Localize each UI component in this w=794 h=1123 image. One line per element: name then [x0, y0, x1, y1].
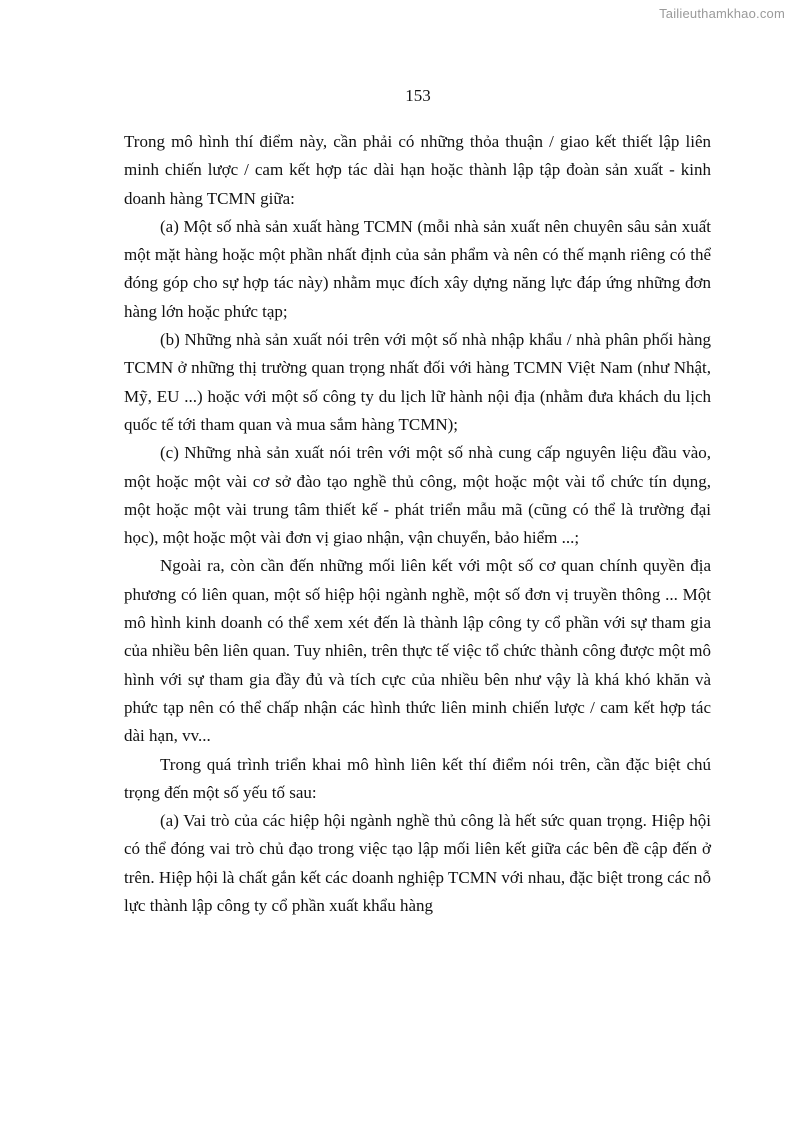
paragraph-association-role: (a) Vai trò của các hiệp hội ngành nghề thủ công là hết sức quan trọng. Hiệp hội có thể đóng vai trò chủ đạo trong việc tạo lập mối liên kết giữa các bên đề cập đến ở trên. Hiệp hội là chất gắn kết các doanh nghiệp TCMN với nhau, đặc biệt trong các nỗ lực thành lập công ty cổ phần xuất khẩu hàng [124, 811, 711, 916]
watermark-text: Tailieuthamkhao.com [659, 6, 785, 21]
document-body [124, 128, 711, 920]
page-number: 153 [405, 86, 431, 105]
paragraph-item-c: (c) Những nhà sản xuất nói trên với một số nhà cung cấp nguyên liệu đầu vào, một hoặc một vài cơ sở đào tạo nghề thủ công, một hoặc một vài tổ chức tín dụng, một hoặc một vài trung tâm thiết kế - phát triển mẫu mã (cũng có thể là trường đại học), một hoặc một vài đơn vị giao nhận, vận chuyển, bảo hiểm ...; [124, 443, 711, 548]
paragraph-item-b: (b) Những nhà sản xuất nói trên với một số nhà nhập khẩu / nhà phân phối hàng TCMN ở những thị trường quan trọng nhất đối với hàng TCMN Việt Nam (như Nhật, Mỹ, EU ...) hoặc với một số công ty du lịch lữ hành nội địa (nhằm đưa khách du lịch quốc tế tới tham quan và mua sắm hàng TCMN); [124, 330, 711, 434]
paragraph-intro: Trong mô hình thí điểm này, cần phải có những thỏa thuận / giao kết thiết lập liên minh chiến lược / cam kết hợp tác dài hạn hoặc thành lập tập đoàn sản xuất - kinh doanh hàng TCMN giữa: [124, 132, 711, 208]
paragraph-implementation: Trong quá trình triển khai mô hình liên kết thí điểm nói trên, cần đặc biệt chú trọng đến một số yếu tố sau: [124, 754, 711, 802]
paragraph-item-a: (a) Một số nhà sản xuất hàng TCMN (mỗi nhà sản xuất nên chuyên sâu sản xuất một mặt hàng hoặc một phần nhất định của sản phẩm và nên có thế mạnh riêng có thể đóng góp cho sự hợp tác này) nhằm mục đích xây dựng năng lực đáp ứng những đơn hàng lớn hoặc phức tạp; [124, 216, 711, 321]
paragraph-additional-links: Ngoài ra, còn cần đến những mối liên kết với một số cơ quan chính quyền địa phương có liên quan, một số hiệp hội ngành nghề, một số đơn vị truyền thông ... Một mô hình kinh doanh có thể xem xét đến là thành lập công ty cổ phần với sự tham gia của nhiều bên liên quan. Tuy nhiên, trên thực tế việc tổ chức thành công được một mô hình với sự tham gia đầy đủ và tích cực của nhiều bên như vậy là khá khó khăn và phức tạp nên có thể chấp nhận các hình thức liên minh chiến lược / cam kết hợp tác dài hạn, vv... [124, 556, 711, 746]
